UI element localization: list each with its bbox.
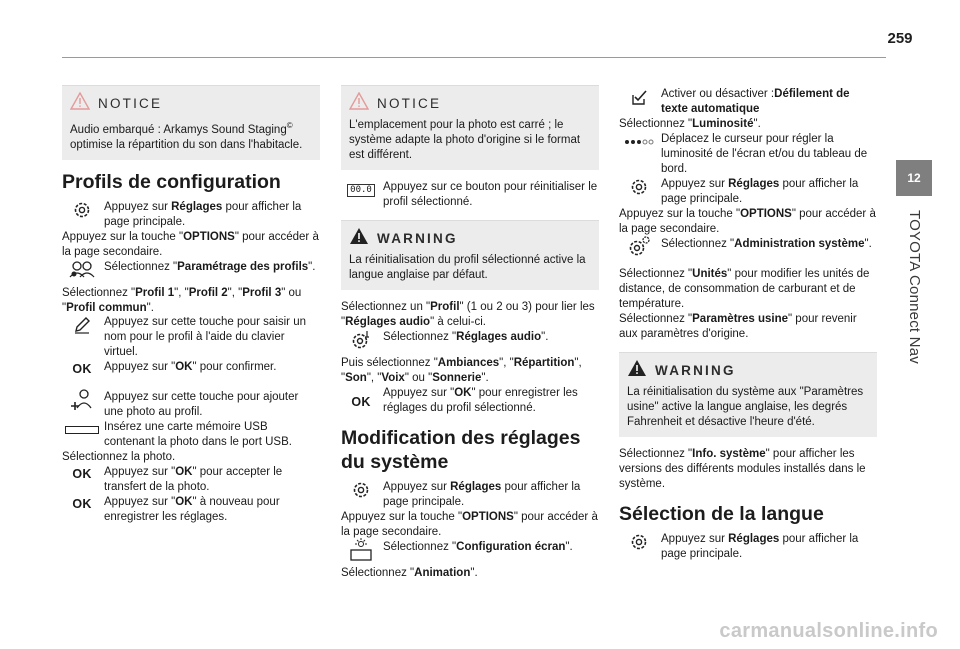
notice-triangle-icon (70, 92, 90, 115)
reset-icon: 00.0 (341, 180, 381, 200)
gear-icon (619, 532, 659, 552)
notice-text: Audio embarqué : Arkamys Sound Staging© optimise la répartition du son dans l'habitacle. (70, 121, 303, 151)
warning-text: La réinitialisation du système aux "Paramètres usine" active la langue anglaise, les degrés Fahrenheit et désactive l'heure d'été. (627, 386, 864, 428)
page-number: 259 (887, 30, 913, 47)
usb-icon (62, 420, 102, 440)
slider-icon (619, 132, 659, 152)
ok-icon: OK (72, 362, 92, 377)
instruction-item: Appuyez sur Réglages pour afficher la page principale. (619, 532, 877, 562)
warning-title: WARNING (655, 362, 736, 378)
instruction-item: OK Appuyez sur "OK" à nouveau pour enregistrer les réglages. (62, 495, 320, 525)
ok-icon: OK (72, 497, 92, 512)
add-photo-icon (62, 390, 102, 410)
gear-icon (341, 480, 381, 500)
instruction-item: Insérez une carte mémoire USB contenant la photo dans le port USB. (62, 420, 320, 450)
notice-box (62, 85, 320, 160)
section-heading: Sélection de la langue (619, 503, 824, 525)
column-1 (62, 85, 320, 525)
paragraph: Sélectionnez "Paramètres usine" pour revenir aux paramètres d'origine. (619, 313, 857, 340)
instruction-item: Sélectionnez "Réglages audio". (341, 330, 599, 350)
chapter-tab: 12 (896, 160, 932, 196)
instruction-item: Sélectionnez "Paramétrage des profils". (62, 260, 320, 280)
paragraph: Puis sélectionnez "Ambiances", "Répartition", "Son", "Voix" ou "Sonnerie". (341, 357, 582, 384)
instruction-item: Activer ou désactiver :Défilement de texte automatique (619, 87, 877, 117)
paragraph: Sélectionnez "Profil 1", "Profil 2", "Profil 3" ou "Profil commun". (62, 286, 302, 314)
screen-config-icon (341, 540, 381, 560)
instruction-item: Sélectionnez "Administration système". (619, 237, 877, 257)
notice-title: NOTICE (98, 95, 163, 111)
gear-icon (62, 200, 102, 220)
paragraph: Sélectionnez "Luminosité". (619, 118, 761, 130)
checkbox-icon (619, 87, 659, 107)
paragraph: Sélectionnez "Unités" pour modifier les unités de distance, de consommation de carburant et de température. (619, 268, 870, 310)
paragraph: Sélectionnez un "Profil" (1 ou 2 ou 3) pour lier les "Réglages audio" à celui-ci. (341, 301, 595, 328)
instruction-item: 00.0 Appuyez sur ce bouton pour réinitialiser le profil sélectionné. (341, 180, 599, 210)
instruction-item: Sélectionnez "Configuration écran". (341, 540, 599, 560)
header-rule (62, 57, 886, 58)
instruction-item: Appuyez sur Réglages pour afficher la page principale. (341, 480, 599, 510)
watermark: carmanualsonline.info (719, 620, 938, 642)
instruction-item: OK Appuyez sur "OK" pour confirmer. (62, 360, 320, 380)
instruction-item: Appuyez sur Réglages pour afficher la page principale. (62, 200, 320, 230)
paragraph: Sélectionnez la photo. (62, 450, 176, 463)
audio-settings-icon (341, 330, 381, 350)
instruction-item: Appuyez sur Réglages pour afficher la page principale. (619, 177, 877, 207)
instruction-item: Appuyez sur cette touche pour saisir un nom pour le profil à l'aide du clavier virtuel. (62, 315, 320, 360)
instruction-item: OK Appuyez sur "OK" pour enregistrer les réglages du profil sélectionné. (341, 386, 599, 416)
warning-text: La réinitialisation du profil sélectionné active la langue anglaise par défaut. (349, 254, 586, 281)
instruction-item: OK Appuyez sur "OK" pour accepter le transfert de la photo. (62, 465, 320, 495)
system-settings-icon (619, 237, 659, 257)
warning-box (341, 220, 599, 290)
ok-icon: OK (351, 394, 371, 409)
profiles-icon (62, 260, 102, 280)
paragraph: Appuyez sur la touche "OPTIONS" pour accéder à la page secondaire. (619, 208, 876, 235)
gear-icon (619, 177, 659, 197)
warning-title: WARNING (377, 230, 458, 246)
warning-triangle-icon (627, 359, 647, 382)
ok-icon: OK (72, 467, 92, 482)
paragraph: Sélectionnez "Animation". (341, 567, 478, 579)
paragraph: Sélectionnez "Info. système" pour afficher les versions des différents modules installés dans le système. (619, 448, 866, 490)
notice-triangle-icon (349, 92, 369, 115)
notice-text: L'emplacement pour la photo est carré ; le système adapte la photo d'origine si le format est différent. (349, 119, 581, 161)
warning-box (619, 352, 877, 437)
section-heading: Profils de configuration (62, 170, 281, 193)
warning-triangle-icon (349, 227, 369, 250)
column-2 (341, 85, 599, 581)
column-3 (619, 87, 877, 562)
pencil-icon (62, 315, 102, 335)
chapter-title: TOYOTA Connect Nav (906, 210, 923, 364)
section-heading: Modification des réglages du système (341, 427, 581, 473)
instruction-item: Déplacez le curseur pour régler la luminosité de l'écran et/ou du tableau de bord. (619, 132, 877, 177)
paragraph: Appuyez sur la touche "OPTIONS" pour accéder à la page secondaire. (341, 511, 598, 538)
notice-title: NOTICE (377, 95, 442, 111)
notice-box (341, 85, 599, 170)
instruction-item: Appuyez sur cette touche pour ajouter une photo au profil. (62, 390, 320, 420)
paragraph: Appuyez sur la touche "OPTIONS" pour accéder à la page secondaire. (62, 230, 319, 258)
